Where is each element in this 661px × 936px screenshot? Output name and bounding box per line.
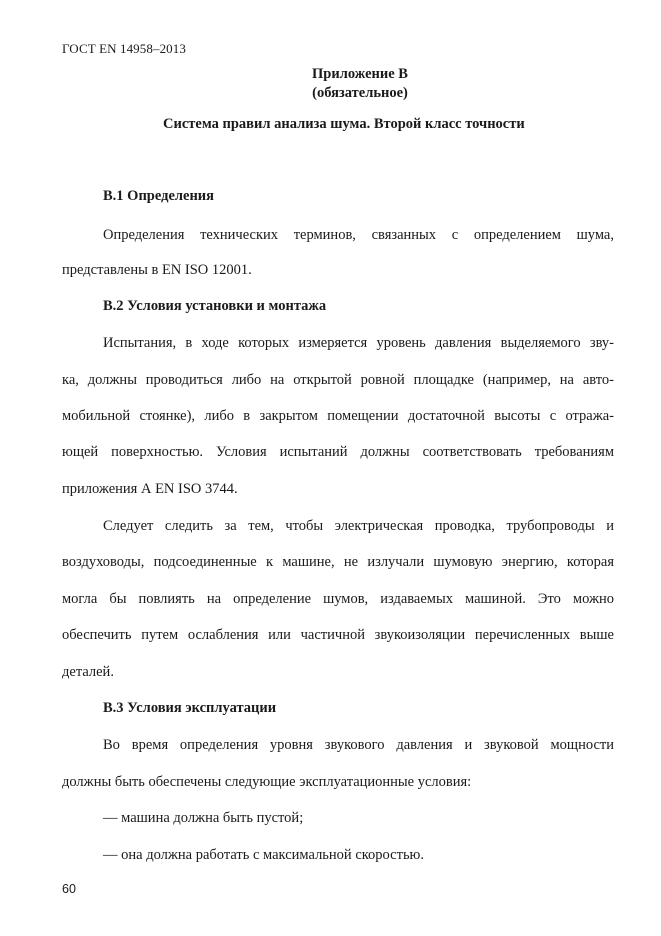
appendix-heading: Система правил анализа шума. Второй класс точности bbox=[163, 116, 525, 132]
document-code: ГОСТ EN 14958–2013 bbox=[62, 41, 186, 56]
paragraph-line: ка, должны проводиться либо на открытой ровной площадке (например, на авто- bbox=[62, 372, 614, 388]
paragraph-line: Испытания, в ходе которых измеряется уровень давления выделяемого зву- bbox=[103, 335, 614, 351]
paragraph-line: представлены в EN ISO 12001. bbox=[62, 262, 252, 278]
appendix-status: (обязательное) bbox=[312, 85, 408, 101]
section-heading-b1: В.1 Определения bbox=[103, 188, 215, 204]
paragraph-line: деталей. bbox=[62, 664, 114, 680]
appendix-title: Приложение В bbox=[312, 66, 408, 82]
paragraph-line: могла бы повлиять на определение шумов, издаваемых машиной. Это можно bbox=[62, 591, 614, 607]
paragraph-line: воздуховоды, подсоединенные к машине, не излучали шумовую энергию, которая bbox=[62, 554, 614, 570]
paragraph-line: приложения А EN ISO 3744. bbox=[62, 481, 238, 497]
paragraph-line: должны быть обеспечены следующие эксплуатационные условия: bbox=[62, 774, 472, 790]
page-number: 60 bbox=[62, 882, 76, 896]
paragraph-line: Во время определения уровня звукового давления и звуковой мощности bbox=[103, 737, 614, 753]
list-item: — она должна работать с максимальной скоростью. bbox=[103, 847, 425, 863]
paragraph-line: обеспечить путем ослабления или частичной звукоизоляции перечисленных выше bbox=[62, 627, 614, 643]
section-heading-b3: В.3 Условия эксплуатации bbox=[103, 700, 277, 716]
paragraph-line: Следует следить за тем, чтобы электрическая проводка, трубопроводы и bbox=[103, 518, 614, 534]
section-heading-b2: В.2 Условия установки и монтажа bbox=[103, 298, 327, 314]
paragraph-line: Определения технических терминов, связанных с определением шума, bbox=[103, 227, 614, 243]
list-item: — машина должна быть пустой; bbox=[103, 810, 304, 826]
paragraph-line: ющей поверхностью. Условия испытаний должны соответствовать требованиям bbox=[62, 444, 614, 460]
paragraph-line: мобильной стоянке), либо в закрытом помещении достаточной высоты с отража- bbox=[62, 408, 614, 424]
